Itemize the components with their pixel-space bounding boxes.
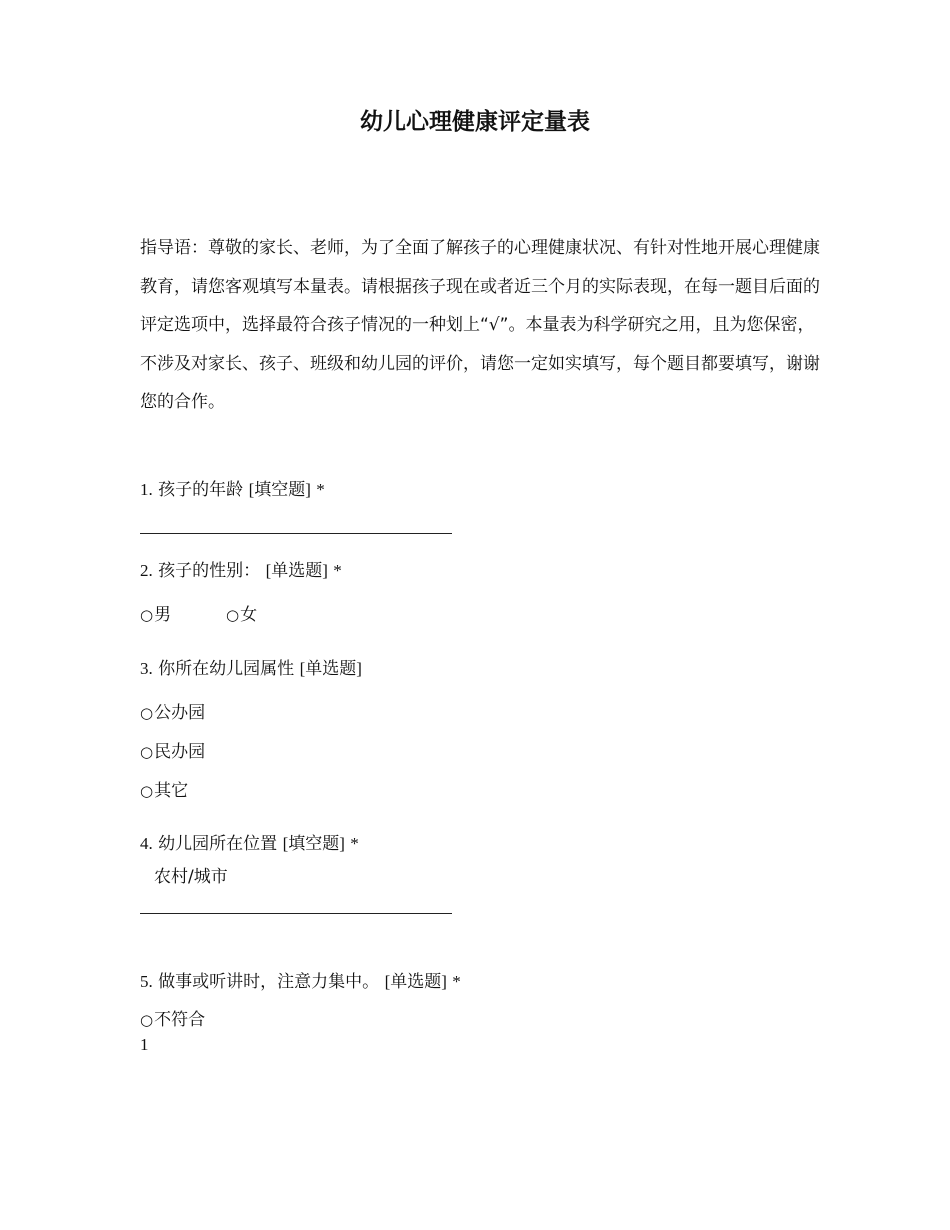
option-private-kindergarten[interactable] [140,740,205,764]
option-label: 女 [240,605,258,625]
question-text: 孩子的年龄 [158,480,244,500]
question-number: 2. [140,561,153,580]
question-type: [填空题] [248,480,311,499]
option-label: 其它 [154,781,189,801]
question-type: [单选题] [299,659,362,678]
question-3 [140,657,362,681]
option-label: 不符合 [154,1010,206,1030]
radio-circle-icon: ○ [140,1011,154,1029]
question-type: [单选题] [384,972,447,991]
question-number: 3. [140,659,153,678]
option-label: 公办园 [154,703,206,723]
option-public-kindergarten[interactable] [140,701,205,725]
question-5 [140,970,461,994]
question-number: 5. [140,972,153,991]
required-marker: * [350,834,359,853]
question-type: [填空题] [282,834,345,853]
question-2 [140,559,342,583]
page-number: 1 [140,1035,149,1054]
option-label: 民办园 [154,742,206,762]
required-marker: * [452,972,461,991]
question-text: 做事或听讲时，注意力集中。 [158,972,380,992]
question-4 [140,832,359,856]
answer-blank-age[interactable] [140,533,452,534]
question-number: 4. [140,834,153,853]
answer-hint: 农村/城市 [154,867,228,887]
question-text: 孩子的性别： [158,561,261,581]
option-other[interactable] [140,779,188,803]
radio-circle-icon: ○ [226,606,240,624]
question-number: 1. [140,480,153,499]
document-title: 幼儿心理健康评定量表 [360,109,590,135]
radio-circle-icon: ○ [140,743,154,761]
question-type: [单选题] [265,561,328,580]
question-1 [140,478,325,502]
radio-circle-icon: ○ [140,782,154,800]
option-female[interactable] [226,603,257,627]
radio-circle-icon: ○ [140,704,154,722]
option-male[interactable] [140,603,171,627]
option-label: 男 [154,605,172,625]
question-text: 幼儿园所在位置 [158,834,278,854]
required-marker: * [316,480,325,499]
required-marker: * [333,561,342,580]
question-text: 你所在幼儿园属性 [158,659,295,679]
instructions-paragraph: 指导语：尊敬的家长、老师，为了全面了解孩子的心理健康状况、有针对性地开展心理健康教育，请您客观填写本量表。请根据孩子现在或者近三个月的实际表现，在每一题目后面的评定选项中，选择最符合孩子情况的一种划上“√”。本量表为科学研究之用，且为您保密，不涉及对家长、孩子、班级和幼儿园的评价，请您一定如实填写，每个题目都要填写，谢谢您的合作。 [140,238,820,412]
radio-circle-icon: ○ [140,606,154,624]
option-not-matching[interactable] [140,1008,205,1032]
answer-blank-location[interactable] [140,913,452,914]
